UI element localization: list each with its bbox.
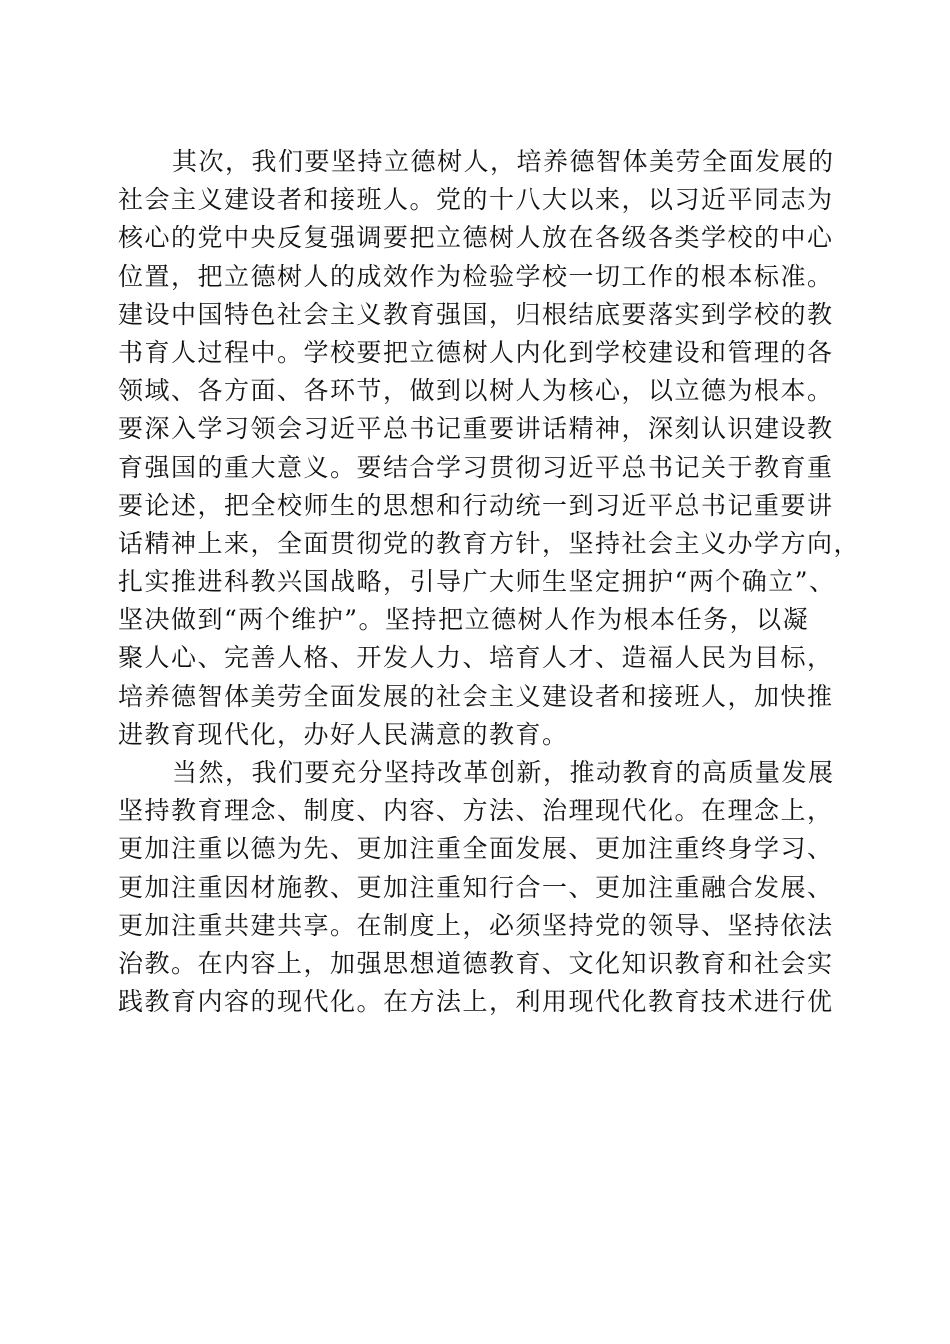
text-line: 当然，我们要充分坚持改革创新，推动教育的高质量发展 — [172, 758, 835, 787]
text-line: 话精神上来，全面贯彻党的教育方针，坚持社会主义办学方向， — [118, 528, 861, 558]
text-line: 要论述，把全校师生的思想和行动统一到习近平总书记重要讲 — [118, 490, 834, 520]
text-line: 进教育现代化，办好人民满意的教育。 — [118, 719, 569, 749]
text-line: 其次，我们要坚持立德树人，培养德智体美劳全面发展的 — [172, 147, 835, 176]
text-line: 社会主义建设者和接班人。党的十八大以来，以习近平同志为 — [118, 185, 834, 215]
text-line: 培养德智体美劳全面发展的社会主义建设者和接班人，加快推 — [118, 681, 834, 711]
text-line: 更加注重以德为先、更加注重全面发展、更加注重终身学习、 — [118, 834, 834, 864]
text-line: 位置，把立德树人的成效作为检验学校一切工作的根本标准。 — [118, 261, 834, 291]
text-line: 领域、各方面、各环节，做到以树人为核心，以立德为根本。 — [118, 376, 834, 406]
text-line: 书育人过程中。学校要把立德树人内化到学校建设和管理的各 — [118, 337, 834, 367]
text-line: 育强国的重大意义。要结合学习贯彻习近平总书记关于教育重 — [118, 452, 834, 482]
text-line: 聚人心、完善人格、开发人力、培育人才、造福人民为目标， — [118, 643, 834, 673]
text-line: 坚持教育理念、制度、内容、方法、治理现代化。在理念上， — [118, 796, 834, 826]
text-line: 建设中国特色社会主义教育强国，归根结底要落实到学校的教 — [118, 299, 834, 329]
text-line: 更加注重共建共享。在制度上，必须坚持党的领导、坚持依法 — [118, 910, 834, 940]
text-line: 治教。在内容上，加强思想道德教育、文化知识教育和社会实 — [118, 948, 834, 978]
paragraph — [118, 754, 838, 1021]
text-line: 要深入学习领会习近平总书记重要讲话精神，深刻认识建设教 — [118, 414, 834, 444]
text-line: 核心的党中央反复强调要把立德树人放在各级各类学校的中心 — [118, 223, 834, 253]
document-body — [118, 143, 861, 1021]
text-line: 更加注重因材施教、更加注重知行合一、更加注重融合发展、 — [118, 872, 834, 902]
text-line: 践教育内容的现代化。在方法上，利用现代化教育技术进行优 — [118, 987, 834, 1017]
paragraph — [118, 143, 861, 754]
text-line: 扎实推进科教兴国战略，引导广大师生坚定拥护“两个确立”、 — [118, 567, 836, 597]
text-line: 坚决做到“两个维护”。坚持把立德树人作为根本任务，以凝 — [118, 605, 810, 635]
